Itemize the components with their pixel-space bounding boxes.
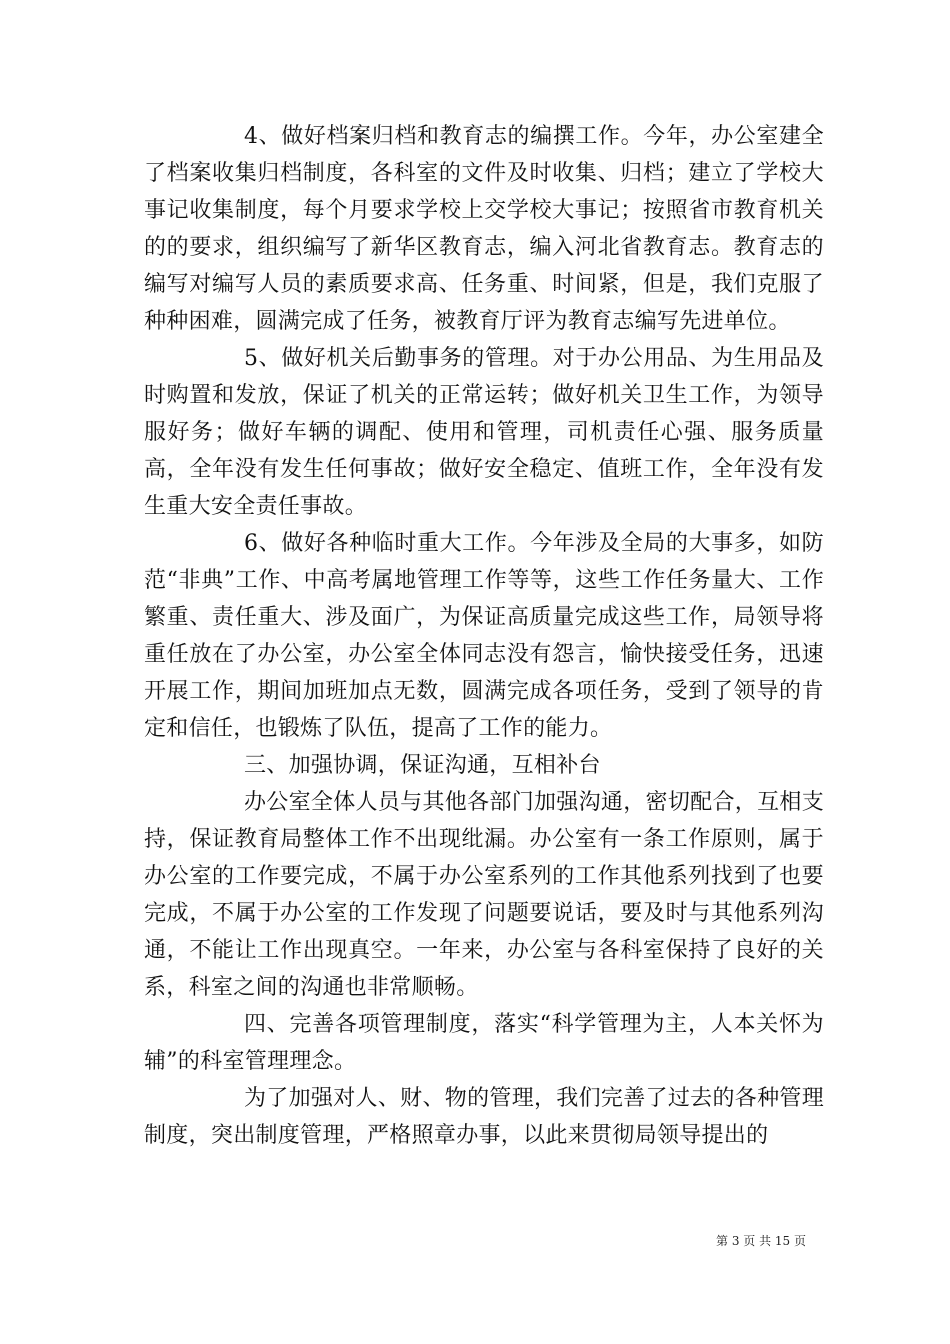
page-number-footer: 第 3 页 共 15 页: [716, 1234, 806, 1248]
body-text: [144, 118, 824, 1154]
paragraph-communication: 办公室全体人员与其他各部门加强沟通，密切配合，互相支持，保证教育局整体工作不出现纰漏。办公室有一条工作原则，属于办公室的工作要完成，不属于办公室系列的工作其他系列找到了也要完成，不属于办公室的工作发现了问题要说话，要及时与其他系列沟通，不能让工作出现真空。一年来，办公室与各科室保持了良好的关系，科室之间的沟通也非常顺畅。: [144, 790, 824, 1000]
paragraph-archives: 4、做好档案归档和教育志的编撰工作。今年，办公室建全了档案收集归档制度，各科室的文件及时收集、归档；建立了学校大事记收集制度，每个月要求学校上交学校大事记；按照省市教育机关的的要求，组织编写了新华区教育志，编入河北省教育志。教育志的编写对编写人员的素质要求高、任务重、时间紧，但是，我们克服了种种困难，圆满完成了任务，被教育厅评为教育志编写先进单位。: [144, 124, 824, 334]
paragraph-logistics: 5、做好机关后勤事务的管理。对于办公用品、为生用品及时购置和发放，保证了机关的正常运转；做好机关卫生工作，为领导服好务；做好车辆的调配、使用和管理，司机责任心强、服务质量高，全年没有发生任何事故；做好安全稳定、值班工作，全年没有发生重大安全责任事故。: [144, 346, 824, 519]
section-heading-management: 四、完善各项管理制度，落实“科学管理为主，人本关怀为辅”的科室管理理念。: [144, 1012, 824, 1074]
section-heading-coordination: 三、加强协调，保证沟通，互相补台: [244, 753, 601, 778]
paragraph-management-system: 为了加强对人、财、物的管理，我们完善了过去的各种管理制度，突出制度管理，严格照章办事，以此来贯彻局领导提出的: [144, 1086, 824, 1148]
paragraph-temporary-work: 6、做好各种临时重大工作。今年涉及全局的大事多，如防范“非典”工作、中高考属地管理工作等等，这些工作任务量大、工作繁重、责任重大、涉及面广，为保证高质量完成这些工作，局领导将重任放在了办公室，办公室全体同志没有怨言，愉快接受任务，迅速开展工作，期间加班加点无数，圆满完成各项任务，受到了领导的肯定和信任，也锻炼了队伍，提高了工作的能力。: [144, 531, 824, 741]
